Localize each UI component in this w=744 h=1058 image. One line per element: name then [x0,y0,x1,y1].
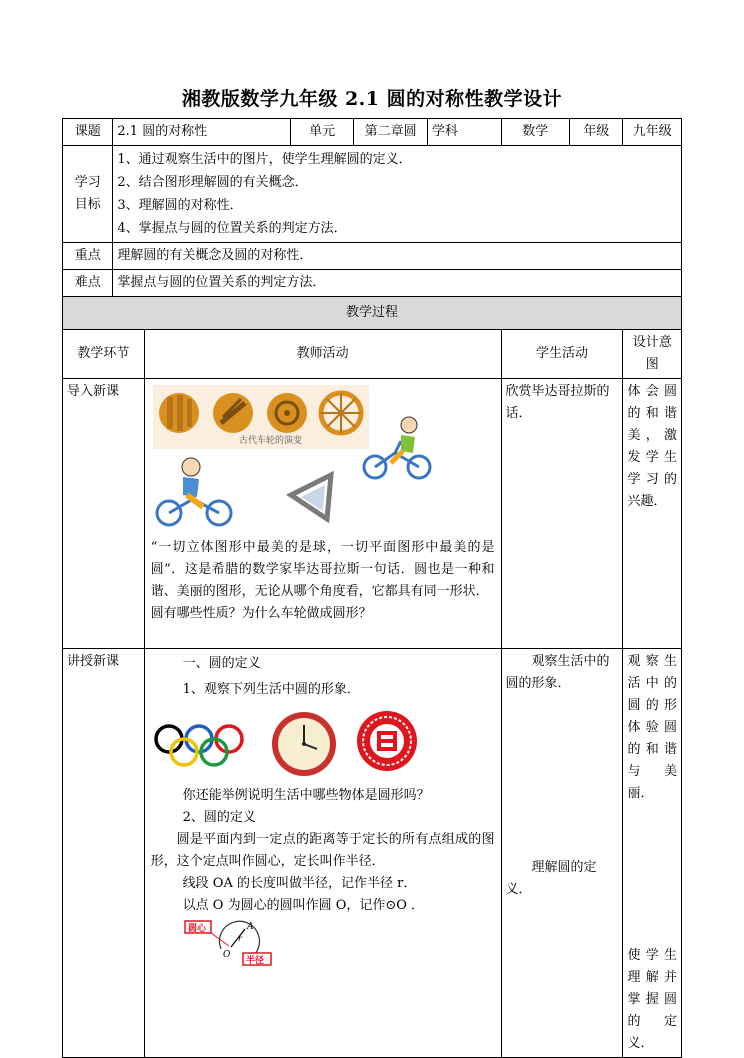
example-question: 你还能举例说明生活中哪些物体是圆形吗？ [182,788,430,803]
radius-r-label: r [237,934,242,943]
goals-list [113,146,682,243]
wheels-caption: 古代车轮的演变 [238,436,302,446]
intro-student: 欣赏毕达哥拉斯的话． [501,379,623,649]
circle-examples [151,709,495,779]
key-point-value: 理解圆的有关概念及圆的对称性． [113,243,682,270]
goal-item: 1、通过观察生活中的图片，使学生理解圆的定义． [117,152,412,167]
wheel-2-icon [213,393,253,433]
new-student-1: 观察生活中的圆的形象． [505,654,610,691]
circle-radius-diagram [181,919,281,967]
intro-design: 体会圆的和谐美，激发学生学习的兴趣． [623,379,682,649]
unit-value: 第二章圆 [354,119,428,146]
new-teacher-cell [144,649,501,1058]
circle-definition-text: 圆是平面内到一定点的距离等于定长的所有点组成的图形，这个定点叫作圆心，定长叫作半径． [150,832,495,869]
new-student-cell [501,649,623,1058]
key-point-label: 重点 [63,243,113,270]
new-design-cell [623,649,682,1058]
page-title: 湘教版数学九年级 2.1 圆的对称性教学设计 [181,88,563,110]
goal-item: 3、理解圆的对称性． [117,198,243,213]
point-a-label: A [246,922,254,932]
difficulty-value: 掌握点与圆的位置关系的判定方法． [113,270,682,297]
section-circle-definition: 一、圆的定义 [182,656,261,671]
goals-label-line1: 学习 [74,175,101,190]
course-value: 2.1 圆的对称性 [113,119,290,146]
wheel-1-icon [159,393,199,433]
new-stage: 讲授新课 [63,649,145,1058]
col-design: 设计意图 [623,330,682,379]
cyclist-right-icon [364,417,430,478]
intro-teacher-cell [144,379,501,649]
wheel-4-icon [321,393,361,433]
new-student-2: 理解圆的定义． [505,860,597,897]
unit-label: 单元 [290,119,354,146]
goal-item: 4、掌握点与圆的位置关系的判定方法． [117,221,347,236]
difficulty-label: 难点 [63,270,113,297]
col-teacher: 教师活动 [144,330,501,379]
subject-label: 学科 [427,119,501,146]
wall-clock-icon [269,709,339,779]
step-definition: 2、圆的定义 [182,810,256,825]
radius-label: 半径 [245,956,264,966]
new-design-2: 使学生理解并掌握圆的定义． [627,948,677,1051]
grade-value: 九年级 [623,119,682,146]
goals-label [63,146,113,243]
cyclist-left-icon [157,458,231,525]
intro-stage: 导入新课 [63,379,145,649]
point-o-label: O [222,950,231,960]
double-happiness-icon [355,709,419,773]
wheels-illustration [151,383,451,533]
subject-value: 数学 [501,119,570,146]
goals-label-line2: 目标 [74,197,101,212]
radius-line: 线段 OA 的长度叫做半径，记作半径 r． [182,876,417,891]
center-label: 圆心 [187,924,206,934]
olympic-rings-icon [151,721,251,771]
grade-label: 年级 [570,119,623,146]
intro-question: 圆有哪些性质？为什么车轮做成圆形？ [150,606,372,621]
wheel-3-icon [267,393,307,433]
circle-notation-line: 以点 O 为圆心的圆叫作圆 O，记作⊙O ． [182,898,425,913]
new-design-1: 观察生活中的圆的形体验圆的和谐与美丽． [627,654,677,801]
process-header: 教学过程 [63,297,682,330]
col-stage: 教学环节 [63,330,145,379]
goal-item: 2、结合图形理解圆的有关概念． [117,175,308,190]
triangle-wheel-icon [291,475,331,519]
col-student: 学生活动 [501,330,623,379]
lesson-plan-table [62,118,682,1058]
step-observe: 1、观察下列生活中圆的形象． [182,682,360,697]
course-label: 课题 [63,119,113,146]
pythagoras-quote: “一切立体图形中最美的是球，一切平面图形中最美的是圆”．这是希腊的数学家毕达哥拉斯一句话．圆也是一种和谐、美丽的图形，无论从哪个角度看，它都具有同一形状． [150,540,495,599]
